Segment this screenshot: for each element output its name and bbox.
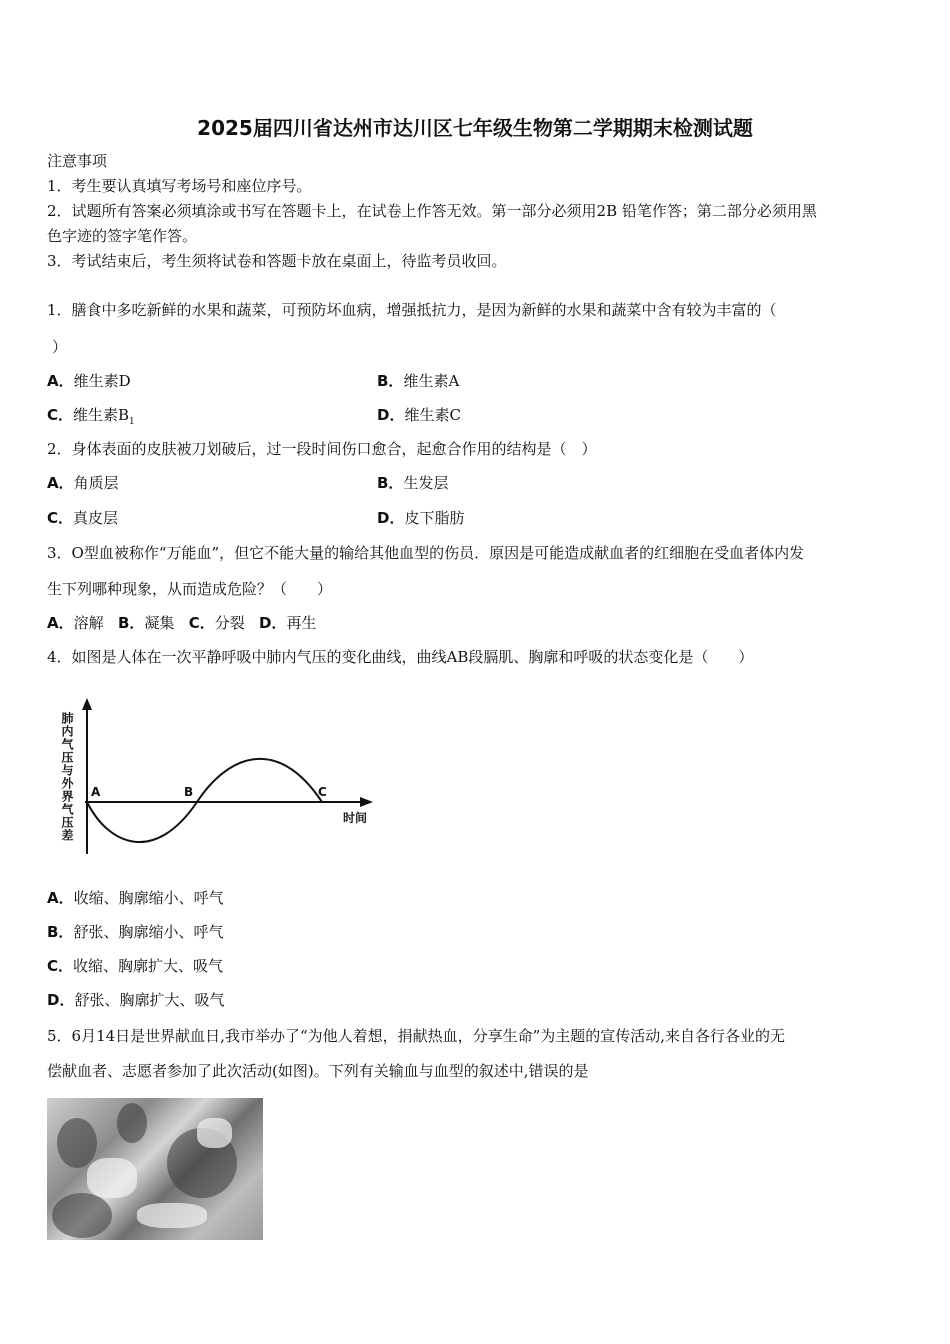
photo-highlight [197,1118,232,1148]
q1-option-d-text: 维生素C [404,406,461,424]
q1-option-b-text: 维生素A [403,372,460,390]
q2-stem: 2．身体表面的皮肤被刀划破后，过一段时间伤口愈合，起愈合作用的结构是（ ） [47,440,597,458]
q3-option-c-label: C． [188,614,215,632]
q2-option-a [47,473,119,493]
photo-figure [117,1103,147,1143]
q4-option-b [47,922,223,942]
notice-item-1: 1．考生要认真填写考场号和座位序号。 [47,177,312,195]
photo-highlight [87,1158,137,1198]
q4-option-c-text: 收缩、胸廓扩大、吸气 [73,957,224,975]
q4-option-a [47,888,224,908]
q3-option-d-text: 再生 [286,614,317,632]
q3-option-c-text: 分裂 [214,614,245,632]
q1-option-b-label: B． [377,372,404,390]
q5-stem-line-1: 5．6月14日是世界献血日,我市举办了“为他人着想，捐献热血，分享生命”为主题的宣传活动,来自各行各业的无 [47,1027,786,1045]
q4-option-a-text: 收缩、胸廓缩小、呼气 [73,889,224,907]
q2-option-c-text: 真皮层 [73,509,119,527]
q4-option-d [47,990,224,1010]
q4-option-b-label: B． [47,923,74,941]
q4-point-c: C [318,785,327,799]
q4-option-c [47,956,223,976]
photo-figure [52,1193,112,1238]
q3-option-b-label: B． [117,614,145,632]
q4-option-b-text: 舒张、胸廓缩小、呼气 [73,923,224,941]
q1-option-a-text: 维生素D [73,372,131,390]
q1-option-d-label: D． [377,406,405,424]
q3-option-b-text: 凝集 [144,614,175,632]
q2-option-d-text: 皮下脂肪 [404,509,465,527]
notice-item-2-line-2: 色字迹的签字笔作答。 [47,227,198,245]
q1-option-a-label: A． [47,372,74,390]
q4-point-a: A [91,785,101,799]
q4-option-a-label: A． [47,889,74,907]
q4-x-axis-label: 时间 [343,811,368,825]
q4-option-c-label: C． [47,957,74,975]
notice-heading: 注意事项 [47,152,108,170]
q2-option-b-label: B． [377,474,404,492]
q3-stem-line-2: 生下列哪种现象，从而造成危险？（ ） [47,580,333,598]
page-title: 2025届四川省达州市达川区七年级生物第二学期期末检测试题 [197,116,753,140]
q1-option-d [377,405,461,425]
q1-option-c-text: 维生素B [73,406,130,424]
q4-stem: 4．如图是人体在一次平静呼吸中肺内气压的变化曲线，曲线AB段膈肌、胸廓和呼吸的状态变化是（ ） [47,648,754,666]
blood-donation-photo [47,1098,263,1240]
q2-option-c [47,508,118,528]
q1-option-c [47,405,135,432]
photo-highlight [137,1203,207,1228]
q3-options [47,613,317,633]
q1-option-c-subscript: 1 [129,417,135,427]
q2-option-d-label: D． [377,509,405,527]
q1-option-b [377,371,459,391]
q2-option-d [377,508,464,528]
q1-stem-line-2: ） [52,338,68,356]
q3-option-d-label: D． [259,614,287,632]
q1-option-a [47,371,131,391]
q3-option-a-text: 溶解 [73,614,104,632]
q1-stem-line-1: 1．膳食中多吃新鲜的水果和蔬菜，可预防坏血病，增强抵抗力，是因为新鲜的水果和蔬菜中含有较为丰富的（ [47,301,777,319]
q2-option-b [377,473,448,493]
q3-stem-line-1: 3．O型血被称作“万能血”，但它不能大量的输给其他血型的伤员．原因是可能造成献血者的红细胞在受血者体内发 [47,544,805,562]
q1-option-c-label: C． [47,406,74,424]
q4-pressure-figure [47,696,387,862]
notice-item-2-line-1: 2．试题所有答案必须填涂或书写在答题卡上，在试卷上作答无效。第一部分必须用2B 铅笔作答；第二部分必须用黑 [47,202,817,220]
q2-option-c-label: C． [47,509,74,527]
q4-pressure-curve [87,759,322,842]
q4-x-axis-arrow [360,797,373,807]
q4-option-d-label: D． [47,991,75,1009]
q3-option-a-label: A． [47,614,74,632]
q4-y-axis-arrow [82,698,92,710]
q2-option-b-text: 生发层 [403,474,449,492]
q5-stem-line-2: 偿献血者、志愿者参加了此次活动(如图)。下列有关输血与血型的叙述中,错误的是 [47,1062,589,1080]
q4-option-d-text: 舒张、胸廓扩大、吸气 [74,991,225,1009]
q2-option-a-text: 角质层 [73,474,119,492]
notice-item-3: 3．考试结束后，考生须将试卷和答题卡放在桌面上，待监考员收回。 [47,252,507,270]
q2-option-a-label: A． [47,474,74,492]
q4-point-b: B [184,785,194,799]
q4-y-axis-label: 肺内气压与外界气压差 [60,712,74,842]
photo-figure [57,1118,97,1168]
